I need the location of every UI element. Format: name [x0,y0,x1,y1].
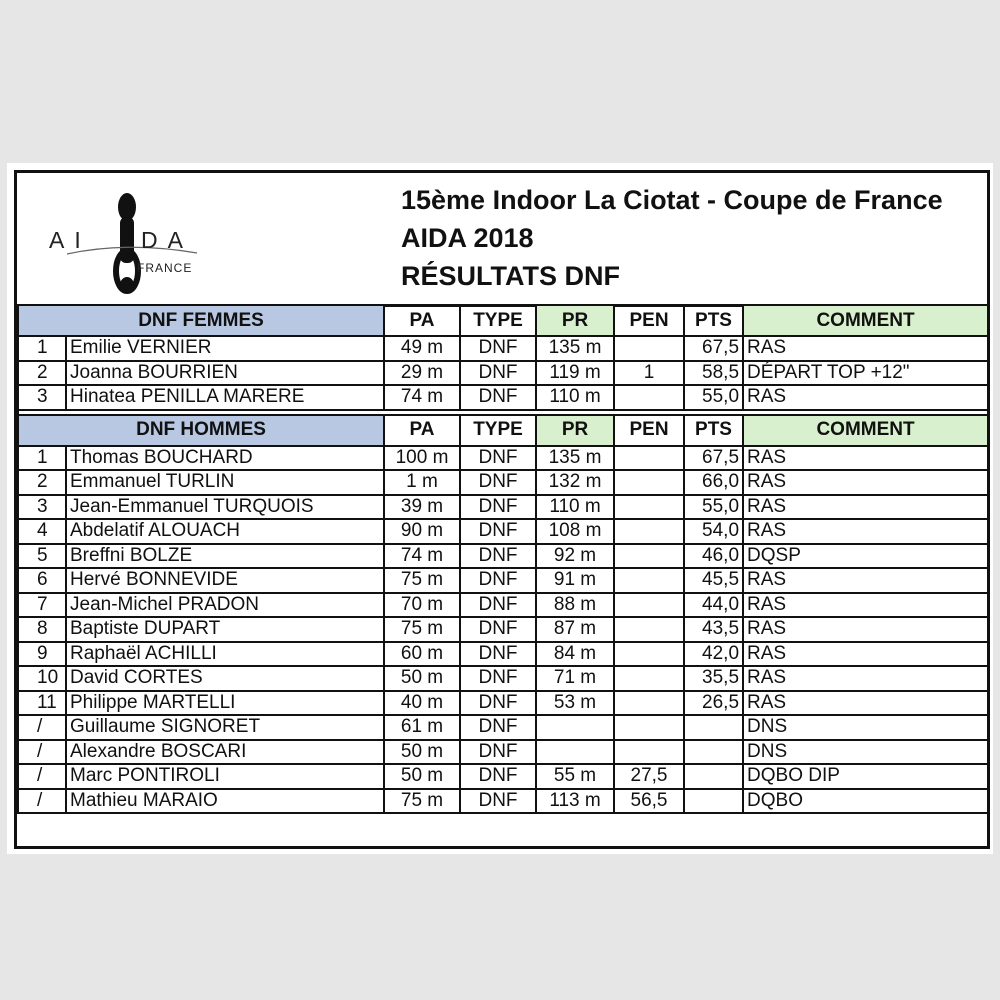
pr-cell: 53 m [536,691,614,716]
table-row [18,336,988,361]
pts-cell: 67,5 [684,446,743,471]
pa-cell: 50 m [384,666,460,691]
type-cell: DNF [460,544,536,569]
comment-cell: DÉPART TOP +12" [743,361,988,386]
comment-cell: RAS [743,568,988,593]
comment-cell: DQBO [743,789,988,814]
comment-cell: RAS [743,446,988,471]
pa-cell: 40 m [384,691,460,716]
type-cell: DNF [460,593,536,618]
pen-cell [614,470,684,495]
pts-cell: 58,5 [684,361,743,386]
table-row [18,666,988,691]
table-row [18,470,988,495]
comment-cell: RAS [743,617,988,642]
pen-cell [614,715,684,740]
type-cell: DNF [460,666,536,691]
pa-cell: 100 m [384,446,460,471]
pts-cell [684,715,743,740]
pa-cell: 49 m [384,336,460,361]
pts-cell: 67,5 [684,336,743,361]
pa-cell: 39 m [384,495,460,520]
pr-cell: 71 m [536,666,614,691]
athlete-name-cell: Hervé BONNEVIDE [66,568,384,593]
pts-cell: 43,5 [684,617,743,642]
pts-cell: 45,5 [684,568,743,593]
pen-cell: 1 [614,361,684,386]
rank-cell: 9 [18,642,66,667]
pa-cell: 74 m [384,385,460,410]
pts-cell: 42,0 [684,642,743,667]
logo-letters-right: DA [141,227,193,253]
rank-cell: 2 [18,361,66,386]
pts-cell: 55,0 [684,495,743,520]
type-cell: DNF [460,715,536,740]
pr-cell: 113 m [536,789,614,814]
pa-cell: 74 m [384,544,460,569]
athlete-name-cell: David CORTES [66,666,384,691]
table-row [18,740,988,765]
pts-cell: 35,5 [684,666,743,691]
pen-cell [614,617,684,642]
rank-cell: / [18,715,66,740]
pts-cell: 55,0 [684,385,743,410]
comment-cell: RAS [743,519,988,544]
table-row [18,617,988,642]
pa-cell: 90 m [384,519,460,544]
table-row [18,593,988,618]
table-row [18,715,988,740]
athlete-name-cell: Joanna BOURRIEN [66,361,384,386]
logo-subtitle: FRANCE [137,261,193,275]
comment-header: COMMENT [743,305,988,336]
results-title: RÉSULTATS DNF [401,261,620,291]
rank-cell: 7 [18,593,66,618]
pen-cell: 27,5 [614,764,684,789]
table-row [18,361,988,386]
pa-header: PA [384,305,460,336]
pa-cell: 50 m [384,764,460,789]
type-cell: DNF [460,617,536,642]
pen-cell [614,385,684,410]
pts-cell [684,740,743,765]
pts-cell: 54,0 [684,519,743,544]
athlete-name-cell: Philippe MARTELLI [66,691,384,716]
pts-cell: 66,0 [684,470,743,495]
pa-cell: 60 m [384,642,460,667]
type-cell: DNF [460,642,536,667]
athlete-name-cell: Baptiste DUPART [66,617,384,642]
pr-cell: 108 m [536,519,614,544]
type-cell: DNF [460,385,536,410]
athlete-name-cell: Raphaël ACHILLI [66,642,384,667]
table-row [18,495,988,520]
pr-cell: 110 m [536,495,614,520]
type-cell: DNF [460,361,536,386]
pr-header: PR [536,305,614,336]
type-cell: DNF [460,495,536,520]
comment-cell: RAS [743,470,988,495]
type-cell: DNF [460,336,536,361]
pen-cell [614,642,684,667]
pr-cell: 87 m [536,617,614,642]
type-cell: DNF [460,789,536,814]
pts-cell [684,789,743,814]
rank-cell: / [18,764,66,789]
table-row [18,385,988,410]
rank-cell: 4 [18,519,66,544]
pa-cell: 75 m [384,617,460,642]
rank-cell: / [18,789,66,814]
pr-cell: 135 m [536,446,614,471]
event-title: 15ème Indoor La Ciotat - Coupe de France [401,185,943,215]
pr-cell: 88 m [536,593,614,618]
pa-cell: 75 m [384,568,460,593]
rank-cell: 6 [18,568,66,593]
table-row [18,691,988,716]
table-row [18,568,988,593]
comment-cell: RAS [743,495,988,520]
type-cell: DNF [460,764,536,789]
comment-header: COMMENT [743,415,988,446]
pr-cell: 132 m [536,470,614,495]
pen-cell [614,666,684,691]
table-row [18,642,988,667]
rank-cell: 8 [18,617,66,642]
comment-cell: DQSP [743,544,988,569]
section-header-row [18,415,988,446]
comment-cell: DQBO DIP [743,764,988,789]
rank-cell: 3 [18,385,66,410]
athlete-name-cell: Jean-Michel PRADON [66,593,384,618]
pr-cell: 55 m [536,764,614,789]
rank-cell: / [18,740,66,765]
pts-cell: 44,0 [684,593,743,618]
pen-cell [614,336,684,361]
comment-cell: RAS [743,691,988,716]
aida-logo [37,181,217,301]
pr-cell [536,740,614,765]
pts-cell: 46,0 [684,544,743,569]
pen-cell [614,495,684,520]
athlete-name-cell: Emmanuel TURLIN [66,470,384,495]
rank-cell: 5 [18,544,66,569]
comment-cell: DNS [743,715,988,740]
pen-header: PEN [614,305,684,336]
section-header-row [18,305,988,336]
athlete-name-cell: Hinatea PENILLA MARERE [66,385,384,410]
pa-cell: 29 m [384,361,460,386]
pen-cell [614,691,684,716]
pts-cell [684,764,743,789]
pr-cell: 92 m [536,544,614,569]
comment-cell: RAS [743,642,988,667]
pen-cell [614,740,684,765]
athlete-name-cell: Abdelatif ALOUACH [66,519,384,544]
pts-header: PTS [684,305,743,336]
pen-cell: 56,5 [614,789,684,814]
pr-cell: 110 m [536,385,614,410]
pen-cell [614,519,684,544]
type-cell: DNF [460,446,536,471]
comment-cell: RAS [743,385,988,410]
athlete-name-cell: Alexandre BOSCARI [66,740,384,765]
pa-cell: 61 m [384,715,460,740]
type-cell: DNF [460,691,536,716]
pts-header: PTS [684,415,743,446]
type-cell: DNF [460,470,536,495]
athlete-name-cell: Emilie VERNIER [66,336,384,361]
rank-cell: 10 [18,666,66,691]
pa-cell: 50 m [384,740,460,765]
results-frame [14,170,990,849]
results-sheet [7,163,993,854]
athlete-name-cell: Jean-Emmanuel TURQUOIS [66,495,384,520]
comment-cell: RAS [743,593,988,618]
table-row [18,789,988,814]
section-title: DNF FEMMES [18,305,384,336]
pa-cell: 1 m [384,470,460,495]
pen-cell [614,446,684,471]
title-block [401,181,943,295]
pa-cell: 70 m [384,593,460,618]
type-header: TYPE [460,305,536,336]
pr-cell: 91 m [536,568,614,593]
table-row [18,764,988,789]
athlete-name-cell: Thomas BOUCHARD [66,446,384,471]
pr-cell: 135 m [536,336,614,361]
type-cell: DNF [460,519,536,544]
logo-letters-left: AI [49,227,91,253]
type-header: TYPE [460,415,536,446]
pa-header: PA [384,415,460,446]
athlete-name-cell: Guillaume SIGNORET [66,715,384,740]
rank-cell: 11 [18,691,66,716]
table-row [18,544,988,569]
type-cell: DNF [460,568,536,593]
pen-cell [614,593,684,618]
rank-cell: 3 [18,495,66,520]
pen-cell [614,544,684,569]
pr-header: PR [536,415,614,446]
header [17,173,987,307]
section-title: DNF HOMMES [18,415,384,446]
pen-header: PEN [614,415,684,446]
table-row [18,446,988,471]
rank-cell: 2 [18,470,66,495]
pr-cell [536,715,614,740]
comment-cell: RAS [743,666,988,691]
pr-cell: 119 m [536,361,614,386]
rank-cell: 1 [18,446,66,471]
athlete-name-cell: Breffni BOLZE [66,544,384,569]
comment-cell: DNS [743,740,988,765]
comment-cell: RAS [743,336,988,361]
event-subtitle: AIDA 2018 [401,223,534,253]
pa-cell: 75 m [384,789,460,814]
pen-cell [614,568,684,593]
pts-cell: 26,5 [684,691,743,716]
results-table [17,304,989,814]
rank-cell: 1 [18,336,66,361]
athlete-name-cell: Mathieu MARAIO [66,789,384,814]
pr-cell: 84 m [536,642,614,667]
table-row [18,519,988,544]
type-cell: DNF [460,740,536,765]
athlete-name-cell: Marc PONTIROLI [66,764,384,789]
